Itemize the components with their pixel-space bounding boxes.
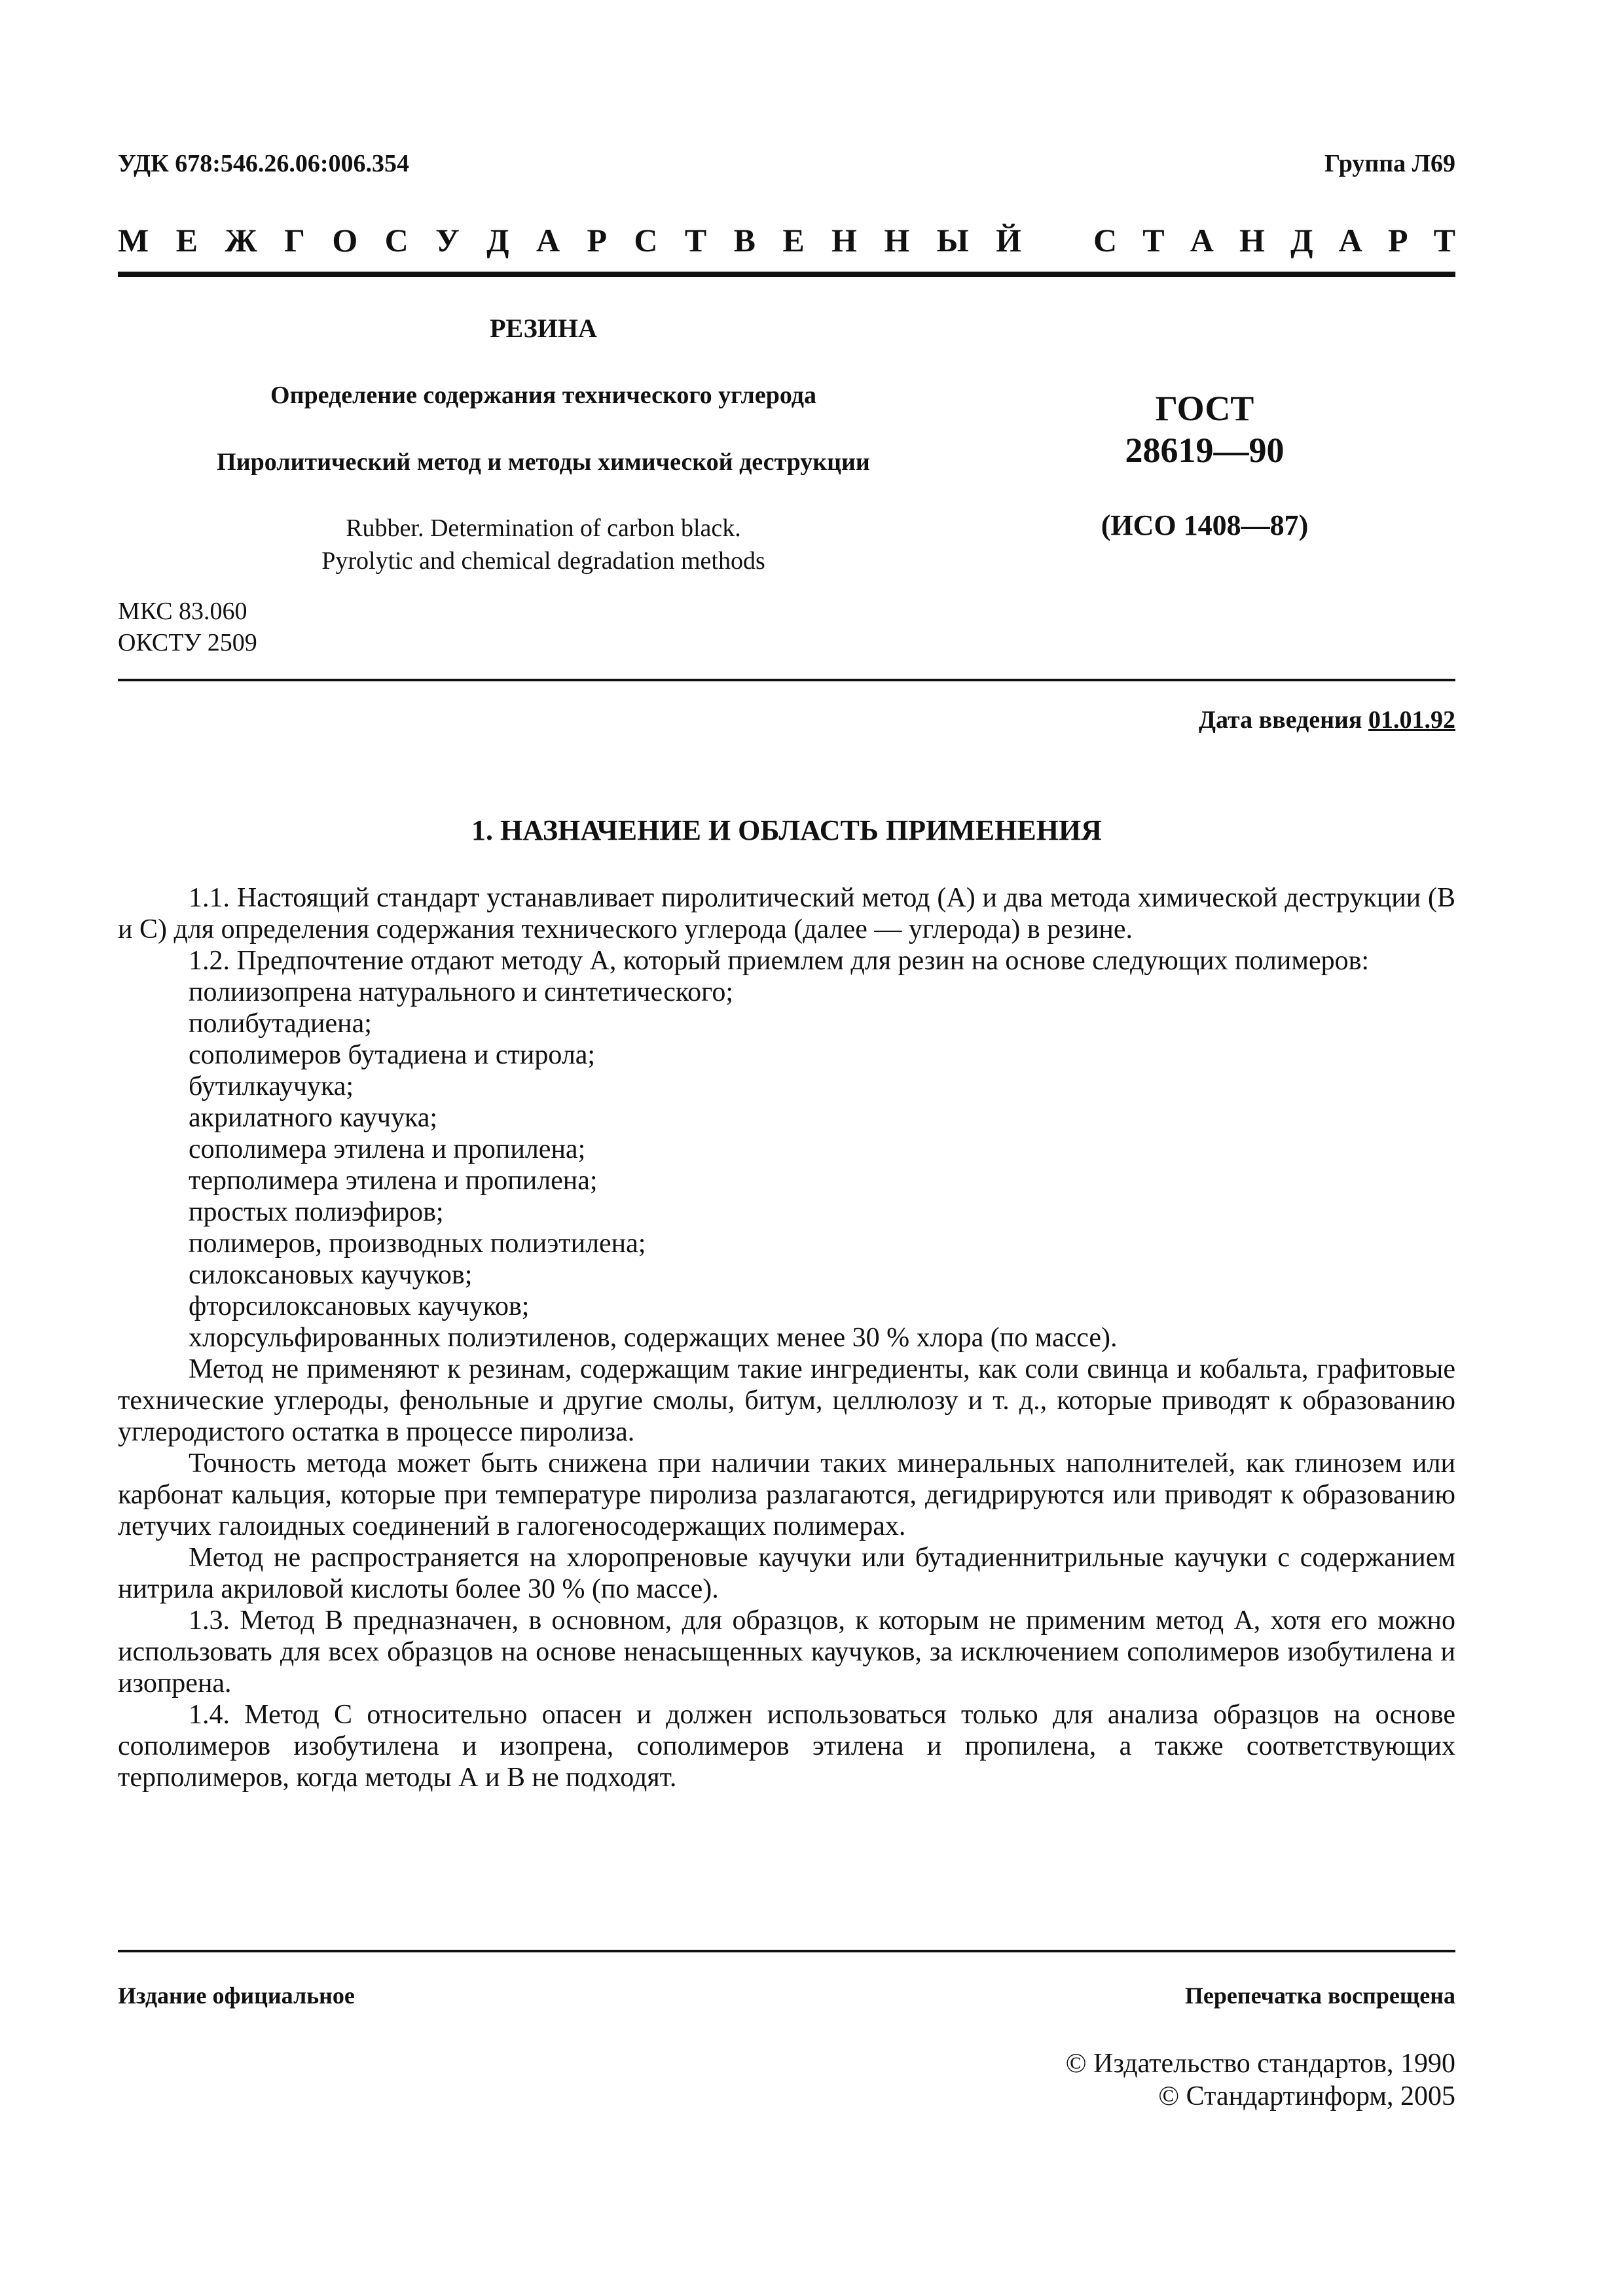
introduction-date <box>1199 706 1455 734</box>
classification-codes <box>118 596 257 658</box>
heading-letter: С <box>634 222 658 259</box>
list-item: хлорсульфированных полиэтиленов, содержащих менее 30 % хлора (по массе). <box>189 1323 1118 1353</box>
group-code: Группа Л69 <box>1324 150 1455 177</box>
mks-code: МКС 83.060 <box>118 598 247 625</box>
footer-divider <box>118 1950 1455 1952</box>
paragraph-1-2: 1.2. Предпочтение отдают методу А, который приемлем для резин на основе следующих полимеров: <box>189 946 1370 976</box>
heading-letter: Т <box>684 222 707 259</box>
heading-letter: Д <box>1290 222 1313 259</box>
copyright-line: © Стандартинформ, 2005 <box>1158 2081 1455 2111</box>
list-item: силоксановых каучуков; <box>189 1260 473 1290</box>
heading-letter: Й <box>996 222 1021 259</box>
list-item: простых полиэфиров; <box>189 1197 444 1227</box>
heading-letter: У <box>435 222 460 259</box>
list-item: полибутадиена; <box>189 1009 372 1039</box>
heading-letter: Н <box>831 222 857 259</box>
header-divider <box>118 272 1455 277</box>
heading-letter: Е <box>782 222 805 259</box>
english-title <box>118 512 969 577</box>
paragraph-1-4: 1.4. Метод С относительно опасен и должен использоваться только для анализа образцов на основе сополимеров изобутилена и изопрена, сополимеров этилена и пропилена, а также соответствующих терполимеров, когда методы А и В не подходят. <box>118 1700 1455 1793</box>
document-subtitle-method: Пиролитический метод и методы химической деструкции <box>217 448 870 476</box>
udc-code: УДК 678:546.26.06:006.354 <box>118 150 410 177</box>
paragraph-not-extend: Метод не распространяется на хлоропреновые каучуки или бутадиеннитрильные каучуки с содержанием нитрила акриловой кислоты более 30 % (по массе). <box>118 1543 1455 1604</box>
heading-letter: Р <box>587 222 607 259</box>
heading-letter: Н <box>884 222 910 259</box>
copyright-block <box>1066 2047 1455 2113</box>
heading-letter: Т <box>1142 222 1165 259</box>
list-item: акрилатного каучука; <box>189 1103 438 1133</box>
heading-letter: А <box>1190 222 1214 259</box>
okstu-code: ОКСТУ 2509 <box>118 629 257 656</box>
heading-letter: А <box>1338 222 1362 259</box>
heading-letter: Р <box>1387 222 1408 259</box>
introduction-date-label: Дата введения <box>1198 706 1368 734</box>
gost-code: 28619—90 <box>1125 431 1285 470</box>
official-edition: Издание официальное <box>118 1982 355 2009</box>
section-body <box>118 882 1455 1793</box>
english-title-line: Rubber. Determination of carbon black. <box>346 514 741 542</box>
standard-word <box>1093 224 1455 257</box>
document-subtitle: Определение содержания технического углерода <box>270 382 816 409</box>
gost-label: ГОСТ <box>1155 389 1254 428</box>
list-item: полиизопрена натурального и синтетического; <box>189 977 734 1007</box>
reprint-prohibited: Перепечатка воспрещена <box>1184 1982 1455 2009</box>
list-item: сополимеров бутадиена и стирола; <box>189 1040 596 1070</box>
english-title-line: Pyrolytic and chemical degradation methods <box>321 547 765 575</box>
list-item: сополимера этилена и пропилена; <box>189 1134 586 1164</box>
heading-letter: М <box>118 222 149 259</box>
interstate-word <box>118 224 1021 257</box>
document-title: РЕЗИНА <box>490 314 597 343</box>
heading-letter: Ы <box>936 222 969 259</box>
gost-number <box>1048 387 1362 471</box>
heading-letter: Г <box>284 222 305 259</box>
heading-letter: Т <box>1433 222 1455 259</box>
heading-letter: Е <box>175 222 198 259</box>
copyright-line: © Издательство стандартов, 1990 <box>1065 2049 1455 2079</box>
iso-reference: (ИСО 1408—87) <box>1101 509 1309 541</box>
section-heading: 1. НАЗНАЧЕНИЕ И ОБЛАСТЬ ПРИМЕНЕНИЯ <box>471 814 1102 846</box>
list-item: фторсилоксановых каучуков; <box>189 1291 530 1321</box>
list-item: терполимера этилена и пропилена; <box>189 1166 598 1196</box>
heading-letter: А <box>536 222 560 259</box>
heading-letter: О <box>332 222 358 259</box>
heading-letter: С <box>384 222 409 259</box>
introduction-date-value: 01.01.92 <box>1368 706 1455 734</box>
heading-letter: В <box>733 222 756 259</box>
paragraph-1-3: 1.3. Метод В предназначен, в основном, для образцов, к которым не применим метод А, хотя его можно использовать для всех образцов на основе ненасыщенных каучуков, за исключением сополимеров изобутилена и изопрена. <box>118 1605 1455 1698</box>
title-divider <box>118 679 1455 681</box>
paragraph-not-applied: Метод не применяют к резинам, содержащим такие ингредиенты, как соли свинца и кобальта, графитовые технические углероды, фенольные и другие смолы, битум, целлюлозу и т. д., которые приводят к образованию углеродистого остатка в процессе пиролиза. <box>118 1354 1455 1447</box>
interstate-standard-heading <box>118 224 1455 257</box>
polymer-list <box>118 977 1455 1354</box>
heading-letter: С <box>1093 222 1118 259</box>
list-item: полимеров, производных полиэтилена; <box>189 1229 646 1259</box>
heading-letter: Н <box>1239 222 1265 259</box>
heading-letter: Д <box>486 222 509 259</box>
list-item: бутилкаучука; <box>189 1071 354 1102</box>
paragraph-accuracy: Точность метода может быть снижена при наличии таких минеральных наполнителей, как глинозем или карбонат кальция, которые при температуре пиролиза разлагаются, дегидрируются или приводят к образованию летучих галоидных соединений в галогеносодержащих полимерах. <box>118 1448 1455 1541</box>
heading-letter: Ж <box>225 222 257 259</box>
paragraph-1-1: 1.1. Настоящий стандарт устанавливает пиролитический метод (А) и два метода химической деструкции (В и С) для определения содержания технического углерода (далее — углерода) в резине. <box>118 883 1455 944</box>
